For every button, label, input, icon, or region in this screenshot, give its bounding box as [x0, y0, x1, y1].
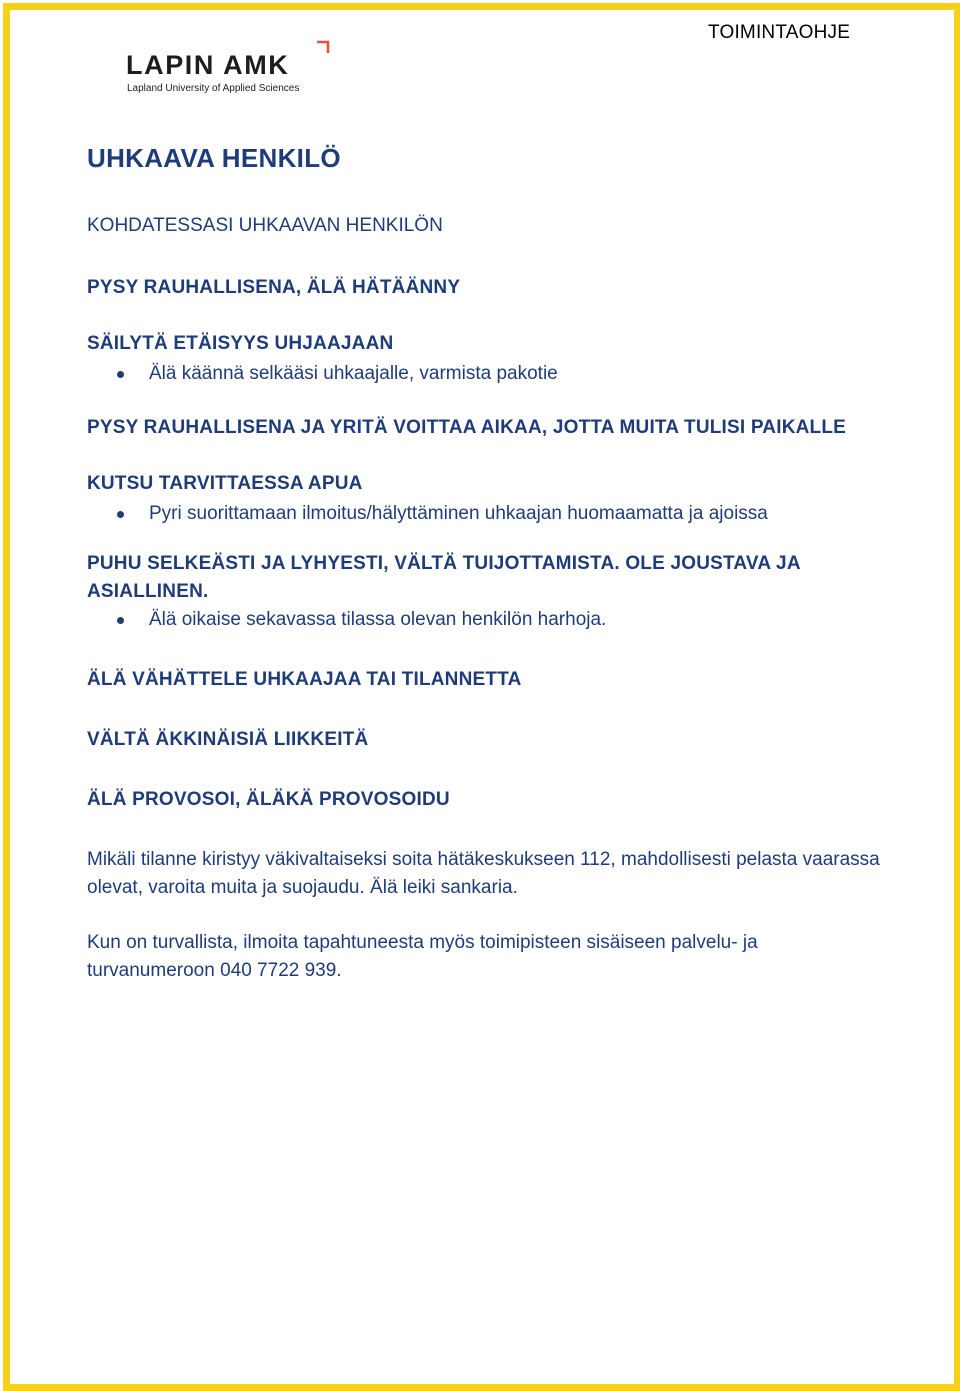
document-body [87, 140, 887, 985]
bullet-icon [117, 371, 124, 378]
bullet-icon [117, 617, 124, 624]
list-item [87, 608, 887, 632]
section-heading: KUTSU TARVITTAESSA APUA [87, 473, 363, 494]
lapin-amk-logo [126, 40, 336, 96]
section-keep-distance [87, 330, 887, 386]
page-title: UHKAAVA HENKILÖ [87, 143, 341, 173]
list-item-text: Älä käännä selkääsi uhkaajalle, varmista pakotie [149, 363, 558, 384]
section-do-not-belittle [87, 666, 887, 694]
list-item [87, 362, 887, 386]
logo-wordmark: LAPIN AMK [126, 50, 290, 80]
list-item-text: Pyri suorittamaan ilmoitus/hälyttäminen uhkaajan huomaamatta ja ajoissa [149, 503, 768, 524]
section-heading: PYSY RAUHALLISENA JA YRITÄ VOITTAA AIKAA, JOTTA MUITA TULISI PAIKALLE [87, 417, 847, 438]
list-item [87, 502, 887, 526]
section-heading: VÄLTÄ ÄKKINÄISIÄ LIIKKEITÄ [87, 729, 369, 750]
section-heading: PYSY RAUHALLISENA, ÄLÄ HÄTÄÄNNY [87, 277, 461, 298]
section-call-help [87, 470, 887, 526]
document-type-label: TOIMINTAOHJE [708, 22, 851, 43]
section-do-not-provoke [87, 786, 887, 814]
intro-line: KOHDATESSASI UHKAAVAN HENKILÖN [87, 215, 443, 236]
list-item-text: Älä oikaise sekavassa tilassa olevan henkilön harhoja. [149, 609, 607, 630]
section-heading: ÄLÄ PROVOSOI, ÄLÄKÄ PROVOSOIDU [87, 789, 450, 810]
report-paragraph: Kun on turvallista, ilmoita tapahtuneesta myös toimipisteen sisäiseen palvelu- ja turvanumeroon 040 7722 939. [87, 932, 758, 981]
section-stay-calm [87, 274, 887, 302]
section-speak-clearly [87, 550, 887, 632]
emergency-paragraph: Mikäli tilanne kiristyy väkivaltaiseksi soita hätäkeskukseen 112, mahdollisesti pelasta vaarassa olevat, varoita muita ja suojaudu. Älä leiki sankaria. [87, 849, 880, 898]
bullet-icon [117, 511, 124, 518]
section-heading: PUHU SELKEÄSTI JA LYHYESTI, VÄLTÄ TUIJOTTAMISTA. OLE JOUSTAVA JA ASIALLINEN. [87, 553, 801, 602]
logo-subtitle: Lapland University of Applied Sciences [127, 83, 300, 94]
section-heading: ÄLÄ VÄHÄTTELE UHKAAJAA TAI TILANNETTA [87, 669, 522, 690]
section-gain-time [87, 414, 887, 442]
logo-corner-mark-icon [316, 40, 330, 54]
section-heading: SÄILYTÄ ETÄISYYS UHJAAJAAN [87, 333, 394, 354]
section-avoid-sudden-moves [87, 726, 887, 754]
